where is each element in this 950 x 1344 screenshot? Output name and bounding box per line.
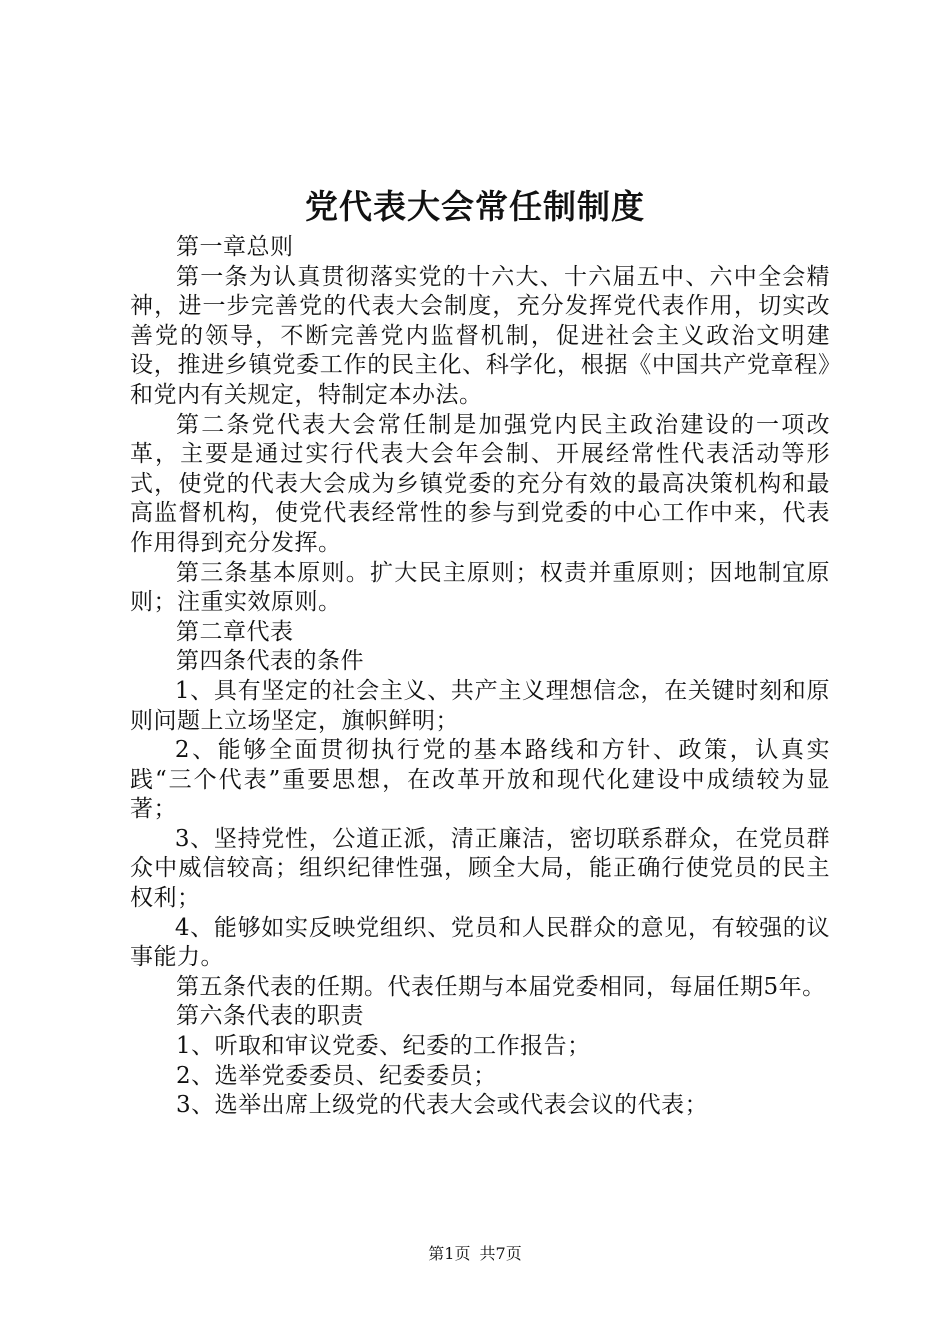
article-paragraph: 第一条为认真贯彻落实党的十六大、十六届五中、六中全会精神，进一步完善党的代表大会制度，充分发挥党代表作用，切实改善党的领导，不断完善党内监督机制，促进社会主义政治文明建设，推进乡镇党委工作的民主化、科学化，根据《中国共产党章程》和党内有关规定，特制定本办法。 (130, 263, 830, 408)
document-title: 党代表大会常任制制度 (305, 187, 645, 226)
list-item: 1、具有坚定的社会主义、共产主义理想信念，在关键时刻和原则问题上立场坚定，旗帜鲜明； (130, 677, 830, 734)
list-item: 3、选举出席上级党的代表大会或代表会议的代表； (176, 1092, 709, 1119)
article-paragraph: 第五条代表的任期。代表任期与本届党委相同，每届任期5年。 (176, 973, 826, 1000)
list-item: 2、选举党委委员、纪委委员； (176, 1062, 497, 1089)
page-total: 共7页 (479, 1244, 522, 1263)
list-item: 4、能够如实反映党组织、党员和人民群众的意见，有较强的议事能力。 (130, 914, 830, 971)
document-body (130, 233, 830, 1121)
page-number: 第1页 (428, 1244, 471, 1263)
list-item: 2、能够全面贯彻执行党的基本路线和方针、政策，认真实践“三个代表”重要思想，在改革开放和现代化建设中成绩较为显著； (130, 737, 830, 823)
article-paragraph: 第三条基本原则。扩大民主原则；权责并重原则；因地制宜原则；注重实效原则。 (130, 559, 830, 616)
chapter-heading: 第一章总则 (176, 234, 294, 260)
list-item: 3、坚持党性，公道正派，清正廉洁，密切联系群众，在党员群众中威信较高；组织纪律性强，顾全大局，能正确行使党员的民主权利； (130, 825, 830, 912)
article-heading: 第六条代表的职责 (176, 1003, 364, 1030)
article-heading: 第四条代表的条件 (176, 648, 364, 675)
page-footer (0, 1243, 950, 1265)
article-paragraph: 第二条党代表大会常任制是加强党内民主政治建设的一项改革，主要是通过实行代表大会年会制、开展经常性代表活动等形式，使党的代表大会成为乡镇党委的充分有效的最高决策机构和最高监督机构，使党代表经常性的参与到党委的中心工作中来，代表作用得到充分发挥。 (130, 411, 830, 556)
list-item: 1、听取和审议党委、纪委的工作报告； (176, 1033, 591, 1060)
chapter-heading: 第二章代表 (176, 618, 294, 645)
